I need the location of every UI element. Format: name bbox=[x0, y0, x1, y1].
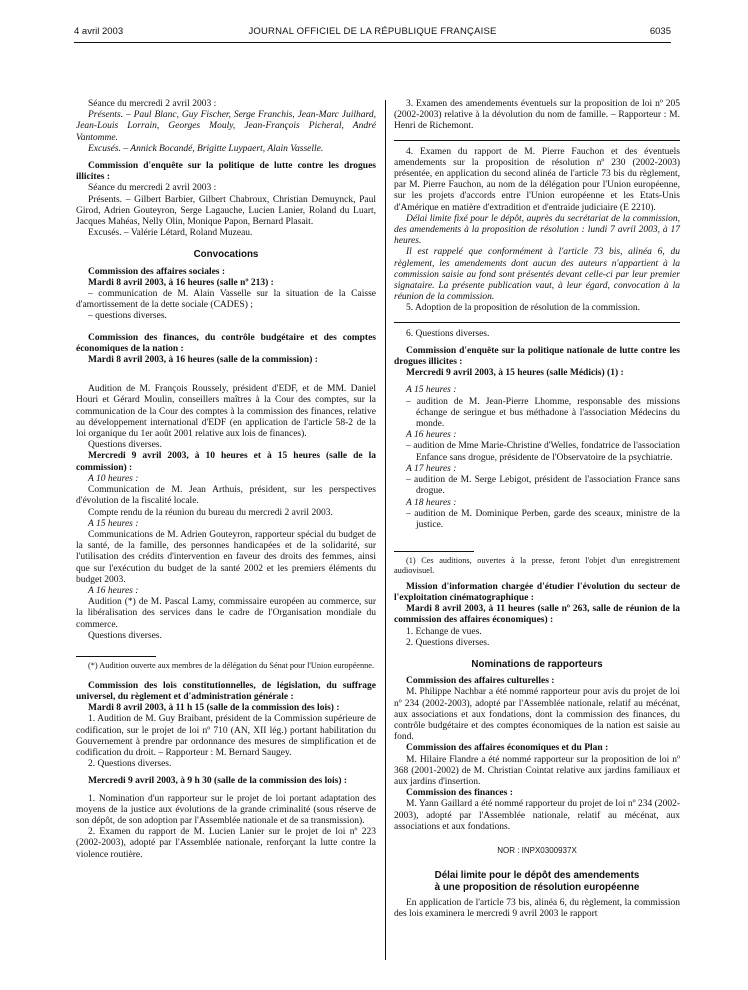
agenda-item: 6. Questions diverses. bbox=[406, 328, 490, 339]
footnote-rule bbox=[76, 656, 156, 657]
committee-heading: Commission des affaires économiques et du Plan : bbox=[406, 743, 609, 754]
deadline-notice: Délai limite fixé pour le dépôt, auprès du secrétariat de la commission, des amendements à la proposition de résolution : lundi 7 avril 2003, à 17 heures. bbox=[394, 213, 680, 247]
body-text: En application de l'article 73 bis, alinéa 6, du règlement, la commission des lois examinera le mercredi 9 avril 2003 le rapport bbox=[394, 898, 680, 920]
committee-heading: Commission des finances : bbox=[406, 788, 513, 799]
time-slot: A 15 heures : bbox=[406, 385, 457, 396]
agenda-item: 1. Audition de M. Guy Braibant, président de la Commission supérieure de codification, sur le projet de loi nº 710 (AN, XII lég.) portant habilitation du Gouvernement à prendre par ordonnance des mesures de simplification et de codification du droit. – Rapporteur : M. Bernard Saugey. bbox=[76, 714, 376, 758]
meeting-date: Mardi 8 avril 2003, à 16 heures (salle nº 213) : bbox=[88, 277, 274, 288]
meeting-date: Mardi 8 avril 2003, à 16 heures (salle de la commission) : bbox=[88, 355, 318, 366]
committee-heading: Commission des affaires sociales : bbox=[88, 266, 226, 277]
left-column bbox=[76, 99, 376, 861]
agenda-item: Compte rendu de la réunion du bureau du mercredi 2 avril 2003. bbox=[88, 507, 333, 518]
agenda-item: – audition de M. Serge Lebigot, président de l'association France sans drogue. bbox=[406, 475, 680, 497]
agenda-item: 1. Echange de vues. bbox=[406, 626, 482, 637]
agenda-item: – communication de M. Alain Vasselle sur la situation de la Caisse d'amortissement de la dette sociale (CADES) ; bbox=[76, 289, 376, 311]
agenda-item: – audition de M. Jean-Pierre Lhomme, responsable des missions échange de seringue et bus méthadone à l'association Médecins du monde. bbox=[406, 396, 680, 430]
footnote-rule bbox=[394, 551, 474, 552]
session-line: Séance du mercredi 2 avril 2003 : bbox=[88, 183, 217, 194]
nor-reference: NOR : INPX0300937X bbox=[497, 845, 577, 855]
committee-heading: Mission d'information chargée d'étudier l'évolution du secteur de l'exploitation cinématographique : bbox=[394, 581, 680, 603]
meeting-date: Mercredi 9 avril 2003, à 15 heures (salle Médicis) (1) : bbox=[406, 368, 624, 379]
page-header bbox=[74, 26, 671, 40]
agenda-item: – audition de M. Dominique Perben, garde des sceaux, ministre de la justice. bbox=[406, 508, 680, 530]
header-rule bbox=[74, 42, 671, 43]
agenda-item: 2. Questions diverses. bbox=[88, 759, 172, 770]
agenda-item: – questions diverses. bbox=[88, 311, 167, 322]
time-slot: A 16 heures : bbox=[88, 585, 139, 596]
committee-heading: Commission d'enquête sur la politique nationale de lutte contre les drogues illicites : bbox=[394, 345, 680, 368]
agenda-item: Communications de M. Adrien Gouteyron, rapporteur spécial du budget de la santé, de la famille, des personnes handicapées et de la solidarité, sur l'utilisation des crédits d'intervention en faveur des droits des femmes, ainsi que sur l'exécution du budget de la santé 2002 et les premiers éléments du budget 2003. bbox=[76, 529, 376, 585]
agenda-item: 2. Questions diverses. bbox=[406, 637, 490, 648]
time-slot: A 15 heures : bbox=[88, 518, 139, 529]
agenda-item: 2. Examen du rapport de M. Lucien Lanier sur le projet de loi nº 223 (2002-2003), adopté par l'Assemblée nationale, renforçant la lutte contre la violence routière. bbox=[76, 827, 376, 860]
excused-list: Excusés. – Annick Bocandé, Brigitte Luypaert, Alain Vasselle. bbox=[88, 143, 324, 154]
agenda-item: Communication de M. Jean Arthuis, président, sur les perspectives d'évolution de la fiscalité locale. bbox=[76, 485, 376, 507]
meeting-date: Mercredi 9 avril 2003, à 10 heures et à 15 heures (salle de la commission) : bbox=[76, 451, 376, 473]
deadline-title-line1: Délai limite pour le dépôt des amendements bbox=[434, 870, 640, 882]
separator-rule bbox=[394, 322, 680, 323]
page-number: 6035 bbox=[649, 26, 671, 37]
agenda-item: 1. Nomination d'un rapporteur sur le projet de loi portant adaptation des moyens de la justice aux évolutions de la grande criminalité (sous réserve de son dépôt, de son adoption par l'Assemblée nationale et de sa transmission). bbox=[76, 793, 376, 826]
meeting-date: Mardi 8 avril 2003, à 11 h 15 (salle de la commission des lois) : bbox=[88, 703, 340, 714]
time-slot: A 17 heures : bbox=[406, 463, 457, 474]
footnote: (1) Ces auditions, ouvertes à la presse, feront l'objet d'un enregistrement audiovisuel. bbox=[394, 556, 680, 575]
agenda-item: 5. Adoption de la proposition de résolution de la commission. bbox=[406, 303, 641, 314]
time-slot: A 16 heures : bbox=[406, 430, 457, 441]
time-slot: A 10 heures : bbox=[88, 473, 139, 484]
excused-list: Excusés. – Valérie Létard, Roland Muzeau. bbox=[88, 228, 253, 239]
meeting-date: Mardi 8 avril 2003, à 11 heures (salle nº 263, salle de réunion de la commission des affaires économiques) : bbox=[394, 604, 680, 626]
committee-heading: Commission d'enquête sur la politique de lutte contre les drogues illicites : bbox=[76, 161, 376, 183]
agenda-item: 4. Examen du rapport de M. Pierre Fauchon et des éventuels amendements sur la proposition de résolution nº 230 (2002-2003) présentée, en application du second alinéa de l'article 73 bis du règlement, par M. Pierre Fauchon, au nom de la délégation pour l'Union européenne, sur les projets d'accords entre l'Union européenne et les Etats-Unis d'Amérique en matière d'extradition et d'entraide judiciaire (E 2210). bbox=[394, 146, 680, 213]
section-title-convocations: Convocations bbox=[193, 249, 259, 261]
agenda-item: Audition (*) de M. Pascal Lamy, commissaire européen au commerce, sur la libéralisation des services dans le cadre de l'Organisation mondiale du commerce. bbox=[76, 597, 376, 630]
right-column bbox=[394, 99, 680, 921]
agenda-item: Questions diverses. bbox=[88, 630, 162, 641]
present-list: Présents. – Gilbert Barbier, Gilbert Chabroux, Christian Demuynck, Paul Girod, Adrien Gouteyron, Serge Lagauche, Lucien Lanier, Roland du Luart, Jacques Mahéas, Nelly Olin, Monique Papon, Bernard Plasait. bbox=[76, 194, 376, 228]
agenda-item: 3. Examen des amendements éventuels sur la proposition de loi nº 205 (2002-2003) relative à la dévolution du nom de famille. – Rapporteur : M. Henri de Richemont. bbox=[394, 99, 680, 132]
separator-rule bbox=[394, 140, 680, 141]
agenda-item: – audition de Mme Marie-Christine d'Welles, fondatrice de l'association Enfance sans drogue, présidente de l'Observatoire de la psychiatrie. bbox=[406, 441, 680, 463]
committee-heading: Commission des lois constitutionnelles, de législation, du suffrage universel, du règlement et d'administration générale : bbox=[76, 680, 376, 702]
footnote: (*) Audition ouverte aux membres de la délégation du Sénat pour l'Union européenne. bbox=[88, 660, 375, 670]
nomination-text: M. Hilaire Flandre a été nommé rapporteur sur la proposition de loi nº 368 (2001-2002) de M. Christian Cointat relative aux jardins familiaux et aux jardins d'insertion. bbox=[394, 754, 680, 787]
committee-heading: Commission des finances, du contrôle budgétaire et des comptes économiques de la nation : bbox=[76, 332, 376, 354]
nomination-text: M. Philippe Nachbar a été nommé rapporteur pour avis du projet de loi nº 234 (2002-2003), adopté par l'Assemblée nationale, relatif au mécénat, aux associations et aux fondations, dont la commission des finances, du contrôle budgétaire et des comptes économiques de la nation est saisie au fond. bbox=[394, 687, 680, 743]
present-list: Présents. – Paul Blanc, Guy Fischer, Serge Franchis, Jean-Marc Juilhard, Jean-Louis Lorrain, Georges Mouly, Jean-François Picheral, André Vantomme. bbox=[76, 110, 376, 143]
header-date: 4 avril 2003 bbox=[74, 26, 124, 37]
section-title-nominations: Nominations de rapporteurs bbox=[471, 658, 603, 670]
rule-reminder: Il est rappelé que conformément à l'article 73 bis, alinéa 6, du règlement, les amendements dont aucun des auteurs n'appartient à la commission saisie au fond sont présentés devant celle-ci par leur premier signataire. La présente publication vaut, à leur égard, convocation à la réunion de la commission. bbox=[394, 247, 680, 303]
committee-heading: Commission des affaires culturelles : bbox=[406, 676, 555, 687]
agenda-item: Questions diverses. bbox=[88, 440, 162, 451]
meeting-date: Mercredi 9 avril 2003, à 9 h 30 (salle de la commission des lois) : bbox=[88, 776, 348, 787]
time-slot: A 18 heures : bbox=[406, 497, 457, 508]
nomination-text: M. Yann Gaillard a été nommé rapporteur du projet de loi nº 234 (2002-2003), adopté par l'Assemblée nationale, relatif au mécénat, aux associations et aux fondations. bbox=[394, 799, 680, 832]
column-separator bbox=[385, 100, 386, 960]
deadline-title-line2: à une proposition de résolution européenne bbox=[434, 881, 640, 893]
journal-title: JOURNAL OFFICIEL DE LA RÉPUBLIQUE FRANÇAISE bbox=[248, 26, 497, 37]
session-line: Séance du mercredi 2 avril 2003 : bbox=[88, 99, 217, 109]
agenda-item: Audition de M. François Roussely, président d'EDF, et de MM. Daniel Houri et Gérard Moulin, conseillers maîtres à la Cour des comptes, sur la communication de la Cour des comptes à la commission des finances, relative au développement international d'EDF (en application de l'article 58-2 de la loi organique du 1er août 2001 relative aux lois de finances). bbox=[76, 384, 376, 440]
